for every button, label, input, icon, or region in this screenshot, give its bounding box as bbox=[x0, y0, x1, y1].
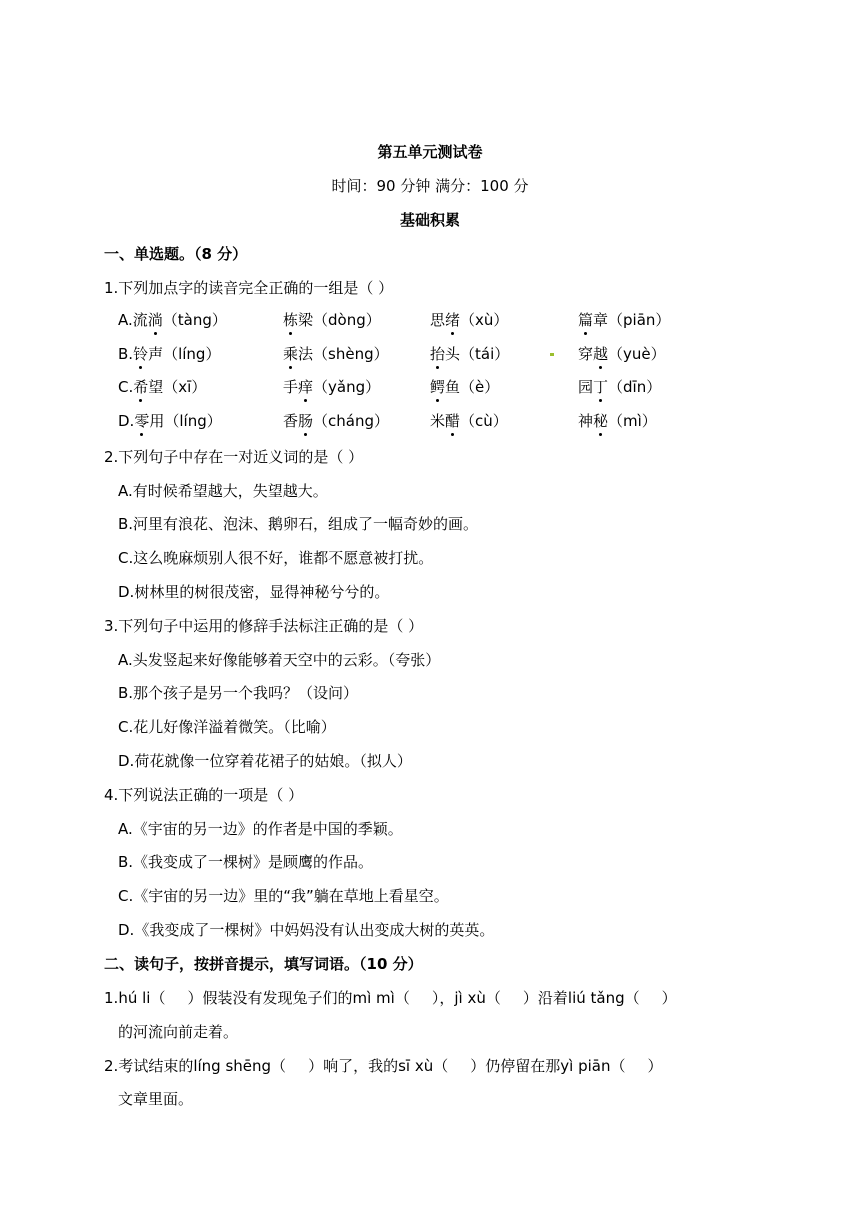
fill-q1-text-3: 沿着 bbox=[537, 989, 568, 1007]
fill-q2-blank-3-close: ） bbox=[647, 1057, 663, 1075]
pinyin: （cháng） bbox=[313, 412, 390, 430]
fill-q2-blank-1-open: （ bbox=[271, 1057, 287, 1075]
pinyin: （yǎng） bbox=[313, 378, 381, 396]
pinyin: （tàng） bbox=[162, 311, 227, 329]
dotted-char: 绪 bbox=[445, 311, 461, 329]
q4-option-b: B.《我变成了一棵树》是顾鹰的作品。 bbox=[118, 853, 374, 871]
q4-option-c: C.《宇宙的另一边》里的“我”躺在草地上看星空。 bbox=[118, 887, 449, 905]
q2-option-c: C.这么晚麻烦别人很不好，谁都不愿意被打扰。 bbox=[118, 549, 434, 567]
q1-option-d-word-2 bbox=[283, 410, 389, 431]
fill-q1-pinyin-3: jì xù bbox=[454, 989, 486, 1007]
fill-q1-blank-1-close: ） bbox=[187, 989, 203, 1007]
fill-q1-blank-3-close: ） bbox=[522, 989, 538, 1007]
fill-q2-text-0: 考试结束的 bbox=[118, 1057, 194, 1075]
q2-option-a: A.有时候希望越大，失望越大。 bbox=[118, 482, 328, 500]
option-letter: A. bbox=[118, 311, 133, 329]
char: 梁 bbox=[298, 311, 314, 329]
fill-q1-line1 bbox=[104, 987, 677, 1008]
fill-q2-text-2: 仍停留在那 bbox=[485, 1057, 561, 1075]
fill-q1-text-2: ， bbox=[439, 989, 455, 1007]
time-and-score: 时间：90 分钟 满分：100 分 bbox=[331, 177, 529, 195]
q1-option-d-word-4 bbox=[578, 410, 657, 431]
q2-option-d: D.树林里的树很茂密，显得神秘兮兮的。 bbox=[118, 583, 390, 601]
q1-option-a-word-4 bbox=[578, 309, 670, 330]
fill-q1-blank-3-open: （ bbox=[485, 989, 501, 1007]
q1-option-d-word-3 bbox=[430, 410, 508, 431]
q1-option-a-word-3 bbox=[430, 309, 508, 330]
dotted-char: 希 bbox=[133, 378, 149, 396]
dotted-char: 越 bbox=[593, 345, 609, 363]
char: 手 bbox=[283, 378, 299, 396]
char: 神 bbox=[578, 412, 594, 430]
q4-option-d: D.《我变成了一棵树》中妈妈没有认出变成大树的英英。 bbox=[118, 921, 495, 939]
q2-option-b: B.河里有浪花、泡沫、鹅卵石，组成了一幅奇妙的画。 bbox=[118, 515, 479, 533]
pinyin: （piān） bbox=[608, 311, 671, 329]
q1-stem: 1.下列加点字的读音完全正确的一组是（ ） bbox=[104, 279, 394, 297]
part2-heading: 二、读句子，按拼音提示，填写词语。（10 分） bbox=[104, 955, 423, 973]
fill-q1-blank-2-open: （ bbox=[394, 989, 410, 1007]
q2-stem: 2.下列句子中存在一对近义词的是（ ） bbox=[104, 448, 364, 466]
fill-q1-blank-1-open: （ bbox=[150, 989, 166, 1007]
char: 法 bbox=[298, 345, 314, 363]
q1-option-c-word-4 bbox=[578, 376, 661, 397]
fill-q1-pinyin-2: mì mì bbox=[352, 989, 395, 1007]
q1-option-c-word-2 bbox=[283, 376, 380, 397]
fill-q2-blank-1-close: ） bbox=[308, 1057, 324, 1075]
dotted-char: 抬 bbox=[430, 345, 446, 363]
pinyin: （shèng） bbox=[313, 345, 389, 363]
pinyin: （mì） bbox=[608, 412, 657, 430]
fill-q1-pinyin-1: hú li bbox=[118, 989, 151, 1007]
pinyin: （yuè） bbox=[608, 345, 666, 363]
dotted-char: 肠 bbox=[298, 412, 314, 430]
dotted-char: 醋 bbox=[445, 412, 461, 430]
pinyin: （dòng） bbox=[313, 311, 381, 329]
q1-option-a-word-1 bbox=[118, 309, 227, 330]
pinyin: （líng） bbox=[164, 412, 222, 430]
q3-option-d: D.荷花就像一位穿着花裙子的姑娘。（拟人） bbox=[118, 752, 412, 770]
dotted-char: 鳄 bbox=[430, 378, 446, 396]
option-letter: B. bbox=[118, 345, 134, 363]
fill-q1-line2: 的河流向前走着。 bbox=[118, 1023, 239, 1041]
dotted-char: 栋 bbox=[283, 311, 299, 329]
fill-q2-blank-2-open: （ bbox=[433, 1057, 449, 1075]
pinyin: （tái） bbox=[460, 345, 510, 363]
fill-q2-blank-2-close: ） bbox=[470, 1057, 486, 1075]
q1-option-a-word-2 bbox=[283, 309, 381, 330]
char: 米 bbox=[430, 412, 446, 430]
fill-q1-number: 1. bbox=[104, 989, 119, 1007]
section-heading: 基础积累 bbox=[399, 211, 460, 229]
fill-q1-pinyin-4: liú tǎng bbox=[567, 989, 625, 1007]
char: 思 bbox=[430, 311, 446, 329]
pinyin: （è） bbox=[460, 378, 500, 396]
char: 穿 bbox=[578, 345, 594, 363]
fill-q1-text-1: 假装没有发现兔子们的 bbox=[202, 989, 353, 1007]
q3-option-a: A.头发竖起来好像能够着天空中的云彩。（夸张） bbox=[118, 651, 441, 669]
green-mark bbox=[550, 353, 554, 356]
q1-option-c-word-1 bbox=[118, 376, 206, 397]
char: 头 bbox=[445, 345, 461, 363]
pinyin: （xù） bbox=[460, 311, 509, 329]
dotted-char: 乘 bbox=[283, 345, 299, 363]
q3-option-c: C.花儿好像洋溢着微笑。（比喻） bbox=[118, 718, 336, 736]
fill-q2-blank-3-open: （ bbox=[610, 1057, 626, 1075]
dotted-char: 丁 bbox=[593, 378, 609, 396]
q4-option-a: A.《宇宙的另一边》的作者是中国的季颖。 bbox=[118, 820, 403, 838]
dotted-char: 秘 bbox=[593, 412, 609, 430]
part1-heading: 一、单选题。（8 分） bbox=[104, 245, 248, 263]
fill-q2-text-1: 响了，我的 bbox=[323, 1057, 399, 1075]
dotted-char: 零 bbox=[134, 412, 150, 430]
q3-option-b: B.那个孩子是另一个我吗？（设问） bbox=[118, 684, 359, 702]
pinyin: （xī） bbox=[163, 378, 207, 396]
pinyin: （cù） bbox=[460, 412, 508, 430]
fill-q2-pinyin-2: sī xù bbox=[398, 1057, 434, 1075]
dotted-char: 淌 bbox=[147, 311, 163, 329]
q1-option-b-word-2 bbox=[283, 343, 389, 364]
char: 流 bbox=[132, 311, 148, 329]
dotted-char: 铃 bbox=[133, 345, 149, 363]
option-letter: C. bbox=[118, 378, 134, 396]
char: 香 bbox=[283, 412, 299, 430]
dotted-char: 篇 bbox=[578, 311, 594, 329]
q1-option-b-word-4 bbox=[578, 343, 666, 364]
char: 用 bbox=[149, 412, 165, 430]
dotted-char: 痒 bbox=[298, 378, 314, 396]
q4-stem: 4.下列说法正确的一项是（ ） bbox=[104, 786, 304, 804]
char: 鱼 bbox=[445, 378, 461, 396]
option-letter: D. bbox=[118, 412, 135, 430]
fill-q2-line1 bbox=[104, 1055, 663, 1076]
fill-q2-number: 2. bbox=[104, 1057, 119, 1075]
page-title: 第五单元测试卷 bbox=[377, 143, 483, 161]
q1-option-d-word-1 bbox=[118, 410, 222, 431]
fill-q1-blank-4-close: ） bbox=[661, 989, 677, 1007]
pinyin: （líng） bbox=[163, 345, 221, 363]
fill-q2-pinyin-3: yì piān bbox=[560, 1057, 611, 1075]
q1-option-c-word-3 bbox=[430, 376, 499, 397]
fill-q2-line2: 文章里面。 bbox=[118, 1090, 194, 1108]
fill-q1-blank-4-open: （ bbox=[624, 989, 640, 1007]
char: 园 bbox=[578, 378, 594, 396]
q1-option-b-word-1 bbox=[118, 343, 220, 364]
q3-stem: 3.下列句子中运用的修辞手法标注正确的是（ ） bbox=[104, 617, 424, 635]
pinyin: （dīn） bbox=[608, 378, 662, 396]
q1-option-b-word-3 bbox=[430, 343, 509, 364]
char: 声 bbox=[148, 345, 164, 363]
char: 望 bbox=[148, 378, 164, 396]
fill-q2-pinyin-1: líng shēng bbox=[193, 1057, 272, 1075]
char: 章 bbox=[593, 311, 609, 329]
fill-q1-blank-2-close: ） bbox=[431, 989, 440, 1007]
